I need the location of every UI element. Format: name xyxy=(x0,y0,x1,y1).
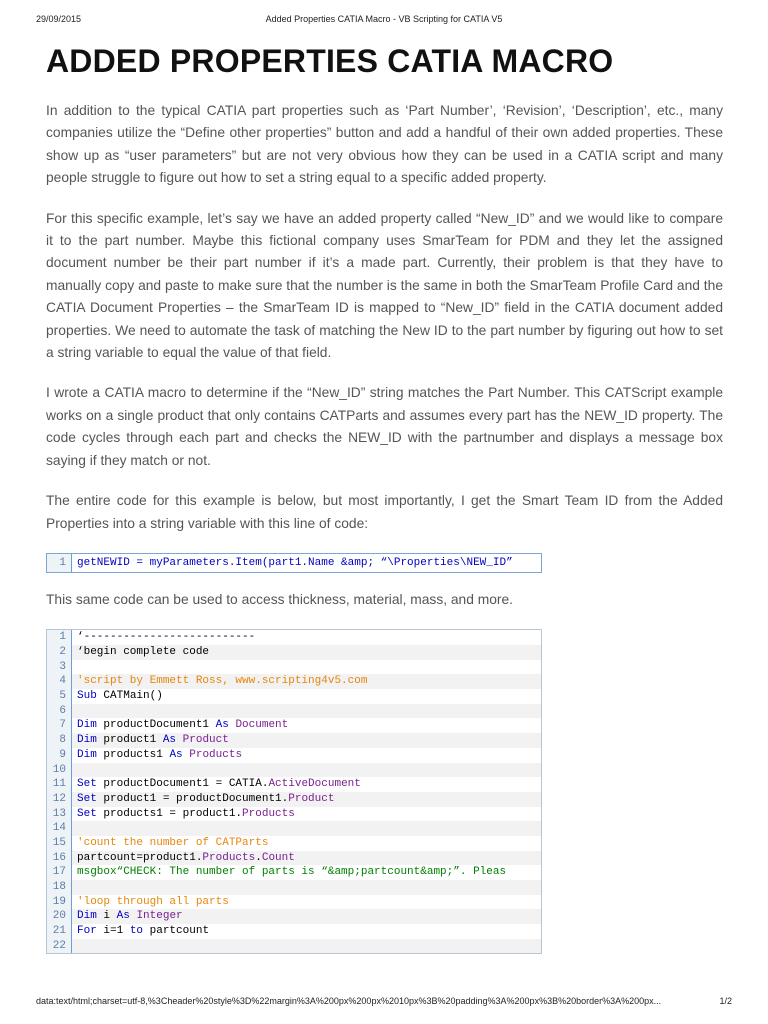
line-number: 19 xyxy=(47,895,72,910)
line-number: 2 xyxy=(47,645,72,660)
line-number: 14 xyxy=(47,821,72,836)
code-text: Dim productDocument1 As Document xyxy=(77,719,289,732)
code-text: Sub CATMain() xyxy=(77,690,163,703)
line-number: 10 xyxy=(47,763,72,778)
code-line xyxy=(47,909,541,924)
code-line xyxy=(47,718,541,733)
code-line xyxy=(47,895,541,910)
line-number: 1 xyxy=(47,630,72,645)
code-block[interactable] xyxy=(46,629,542,954)
print-header xyxy=(36,14,732,28)
code-text: Set product1 = productDocument1.Product xyxy=(77,792,335,805)
code-text xyxy=(72,554,513,572)
line-number: 17 xyxy=(47,865,72,880)
code-line xyxy=(47,836,541,851)
snippet-code: getNEWID = myParameters.Item(part1.Name &amp; “\Properties\NEW_ID” xyxy=(77,556,513,569)
code-snippet[interactable] xyxy=(46,553,542,573)
page-number: 1/2 xyxy=(719,996,732,1006)
code-text xyxy=(72,880,77,895)
line-number: 3 xyxy=(47,660,72,675)
code-line xyxy=(47,777,541,792)
line-number: 12 xyxy=(47,792,72,807)
line-number: 13 xyxy=(47,807,72,822)
code-text: ‘begin complete code xyxy=(77,646,210,658)
code-text xyxy=(72,704,77,719)
code-line xyxy=(47,674,541,689)
page-title: ADDED PROPERTIES CATIA MACRO xyxy=(46,43,614,79)
code-line xyxy=(47,763,541,778)
paragraph-1: In addition to the typical CATIA part properties such as ‘Part Number’, ‘Revision’, ‘Description’, etc., many companies utilize the “Define other properties” button and add a handful of their own added properties. These show up as “user parameters” but are not very obvious how they can be used in a CATIA script and many people struggle to figure out how to set a string equal to a specific added property. xyxy=(46,103,723,186)
code-line xyxy=(47,792,541,807)
paragraph-4: The entire code for this example is below, but most importantly, I get the Smart Team ID from the Added Properties into a string variable with this line of code: xyxy=(46,493,723,531)
code-text: Dim product1 As Product xyxy=(77,734,229,747)
code-text: For i=1 to partcount xyxy=(77,925,210,938)
code-line xyxy=(47,748,541,763)
code-text: Set products1 = product1.Products xyxy=(77,807,295,820)
line-number: 1 xyxy=(47,554,72,572)
code-line xyxy=(47,807,541,822)
code-line xyxy=(47,660,541,675)
code-line xyxy=(47,821,541,836)
code-text: partcount=product1.Products.Count xyxy=(77,851,295,864)
code-line xyxy=(47,924,541,939)
line-number: 11 xyxy=(47,777,72,792)
line-number: 7 xyxy=(47,718,72,733)
line-number: 18 xyxy=(47,880,72,895)
line-number: 21 xyxy=(47,924,72,939)
paragraph-after-snippet: This same code can be used to access thickness, material, mass, and more. xyxy=(46,591,514,607)
code-line xyxy=(47,630,541,645)
code-line xyxy=(47,554,541,572)
code-text: ‘-------------------------- xyxy=(77,631,256,644)
line-number: 15 xyxy=(47,836,72,851)
line-number: 22 xyxy=(47,939,72,954)
code-text: Dim i As Integer xyxy=(77,910,183,923)
code-text xyxy=(72,763,77,778)
code-line xyxy=(47,704,541,719)
code-text xyxy=(72,660,77,675)
code-line xyxy=(47,865,541,880)
code-line xyxy=(47,851,541,866)
code-text: 'script by Emmett Ross, www.scripting4v5.com xyxy=(77,675,368,688)
article xyxy=(46,40,723,954)
code-text: Dim products1 As Products xyxy=(77,748,243,761)
paragraph-2: For this specific example, let’s say we have an added property called “New_ID” and we would like to compare it to the part number. Maybe this fictional company uses SmarTeam for PDM and they let the assigned document number be their part number if it’s a made part. Currently, their problem is that they have to manually copy and paste to make sure that the number is the same in both the SmarTeam Profile Card and the CATIA Document Properties – the SmarTeam ID is mapped to “New_ID” field in the CATIA document added properties. We need to automate the task of matching the New ID to the part number by figuring out how to set a string variable to equal the value of that field. xyxy=(46,210,723,361)
code-text xyxy=(72,939,77,954)
code-line xyxy=(47,939,541,954)
print-footer xyxy=(36,996,732,1010)
code-line xyxy=(47,645,541,660)
line-number: 5 xyxy=(47,689,72,704)
code-line xyxy=(47,689,541,704)
code-text: 'count the number of CATParts xyxy=(77,836,269,849)
print-date: 29/09/2015 xyxy=(36,14,82,24)
code-text: 'loop through all parts xyxy=(77,895,229,908)
line-number: 4 xyxy=(47,674,72,689)
code-text xyxy=(72,821,77,836)
print-title: Added Properties CATIA Macro - VB Scripting for CATIA V5 xyxy=(265,14,503,24)
line-number: 16 xyxy=(47,851,72,866)
line-number: 8 xyxy=(47,733,72,748)
code-text: Set productDocument1 = CATIA.ActiveDocument xyxy=(77,778,361,791)
code-line xyxy=(47,733,541,748)
line-number: 6 xyxy=(47,704,72,719)
paragraph-3: I wrote a CATIA macro to determine if the “New_ID” string matches the Part Number. This CATScript example works on a single product that only contains CATParts and assumes every part has the NEW_ID property. The code cycles through each part and checks the NEW_ID with the partnumber and displays a message box saying if they match or not. xyxy=(46,385,723,468)
code-text: msgbox“CHECK: The number of parts is “&amp;partcount&amp;”. Pleas xyxy=(77,866,507,879)
line-number: 20 xyxy=(47,909,72,924)
line-number: 9 xyxy=(47,748,72,763)
code-line xyxy=(47,880,541,895)
print-url: data:text/html;charset=utf-8,%3Cheader%20style%3D%22margin%3A%200px%200px%2010px%3B%20padding%3A%200px%3B%20border%3A%200px... xyxy=(36,996,662,1006)
